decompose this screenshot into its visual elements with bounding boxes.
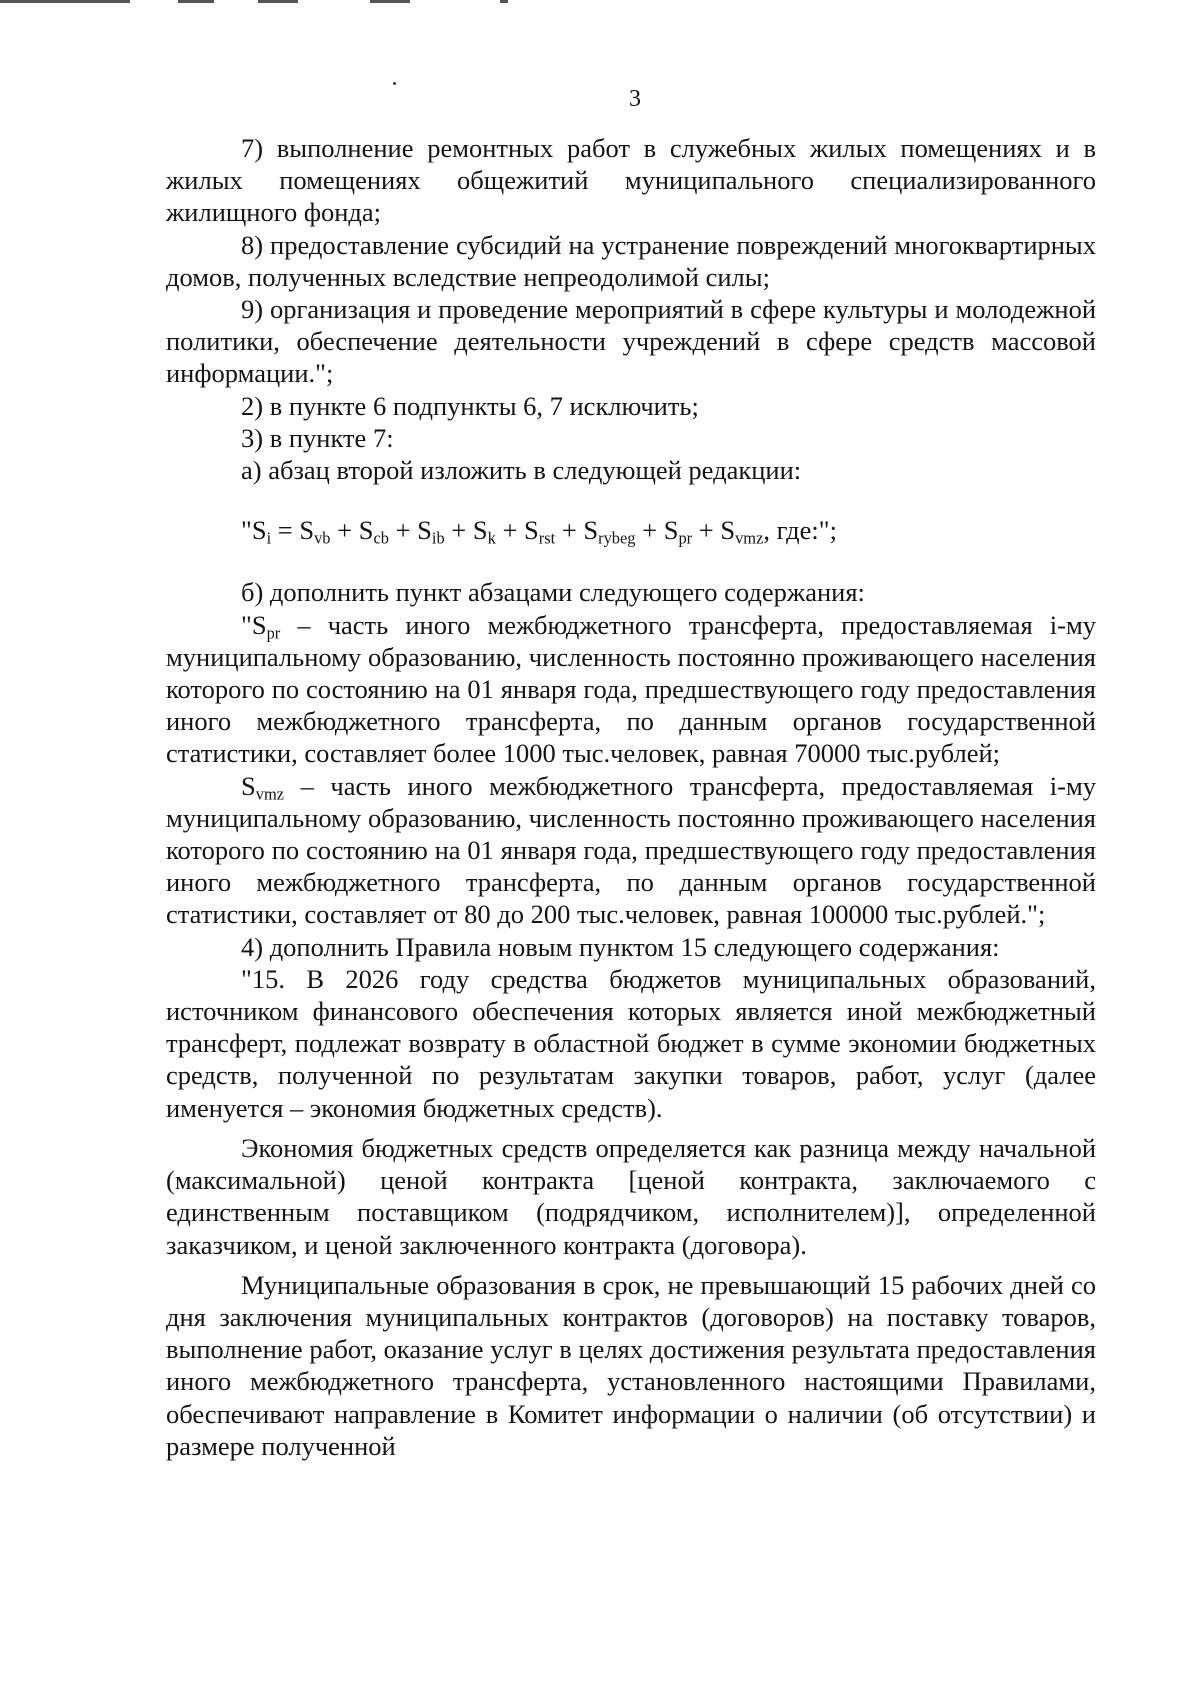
paragraph-item-7: 7) выполнение ремонтных работ в служебных жилых помещениях и в жилых помещениях общежитий муниципального специализированного жилищного фонда; (166, 133, 1096, 228)
paragraph-subpoint-b: б) дополнить пункт абзацами следующего содержания: (241, 577, 865, 608)
paragraph-svmz-definition: $S_{vmz}$ – часть иного межбюджетного трансферта, предоставляемая i-му муниципальному образованию, численность постоянно проживающего населения которого по состоянию на 01 января года, предшествующего году предоставления иного межбюджетного трансферта, по данным органов государственной статистики, составляет от 80 до 200 тыс.человек, равная 100000 тыс.рублей."; (166, 770, 1096, 930)
paragraph-item-9: 9) организация и проведение мероприятий в сфере культуры и молодежной политики, обеспечение деятельности учреждений в сфере средств массовой информации."; (166, 294, 1096, 389)
page-number: 3 (629, 86, 641, 112)
paragraph-point-4: 4) дополнить Правила новым пунктом 15 следующего содержания: (241, 931, 1000, 962)
scan-edge-marks (0, 0, 1200, 8)
paragraph-savings-definition: Экономия бюджетных средств определяется как разница между начальной (максимальной) ценой контракта [ценой контракта, заключаемого с единственным поставщиком (подрядчиком, исполнителем)], определенной заказчиком, и ценой заключенного контракта (договора). (166, 1132, 1096, 1260)
paragraph-item-8: 8) предоставление субсидий на устранение повреждений многоквартирных домов, полученных вследствие непреодолимой силы; (166, 229, 1096, 292)
paragraph-point-2: 2) в пункте 6 подпункты 6, 7 исключить; (241, 390, 699, 421)
paragraph-point-3: 3) в пункте 7: (241, 422, 394, 453)
paragraph-municipal-obligation: Муниципальные образования в срок, не превышающий 15 рабочих дней со дня заключения муниципальных контрактов (договоров) на поставку товаров, выполнение работ, оказание услуг в целях достижения результата предоставления иного межбюджетного трансферта, установленного настоящими Правилами, обеспечивают направление в Комитет информации о наличии (об отсутствии) и размере полученной (166, 1269, 1096, 1461)
formula: "$S_i = S_{vb} + S_{cb} + S_{ib} + S_k + S_{rst} + S_{rybeg} + S_{pr} + S_{vmz}$, где:"; (241, 515, 837, 548)
document-body (166, 132, 1096, 1462)
paragraph-point-15: "15. В 2026 году средства бюджетов муниципальных образований, источником финансового обеспечения которых является иной межбюджетный трансферт, подлежат возврату в областной бюджет в сумме экономии бюджетных средств, полученной по результатам закупки товаров, работ, услуг (далее именуется – экономия бюджетных средств). (166, 963, 1096, 1123)
paragraph-spr-definition: "$S_{pr}$ – часть иного межбюджетного трансферта, предоставляемая i-му муниципальному образованию, численность постоянно проживающего населения которого по состоянию на 01 января года, предшествующего году предоставления иного межбюджетного трансферта, по данным органов государственной статистики, составляет более 1000 тыс.человек, равная 70000 тыс.рублей; (166, 609, 1096, 769)
scan-speck (393, 82, 396, 85)
paragraph-subpoint-a: а) абзац второй изложить в следующей редакции: (241, 455, 802, 486)
